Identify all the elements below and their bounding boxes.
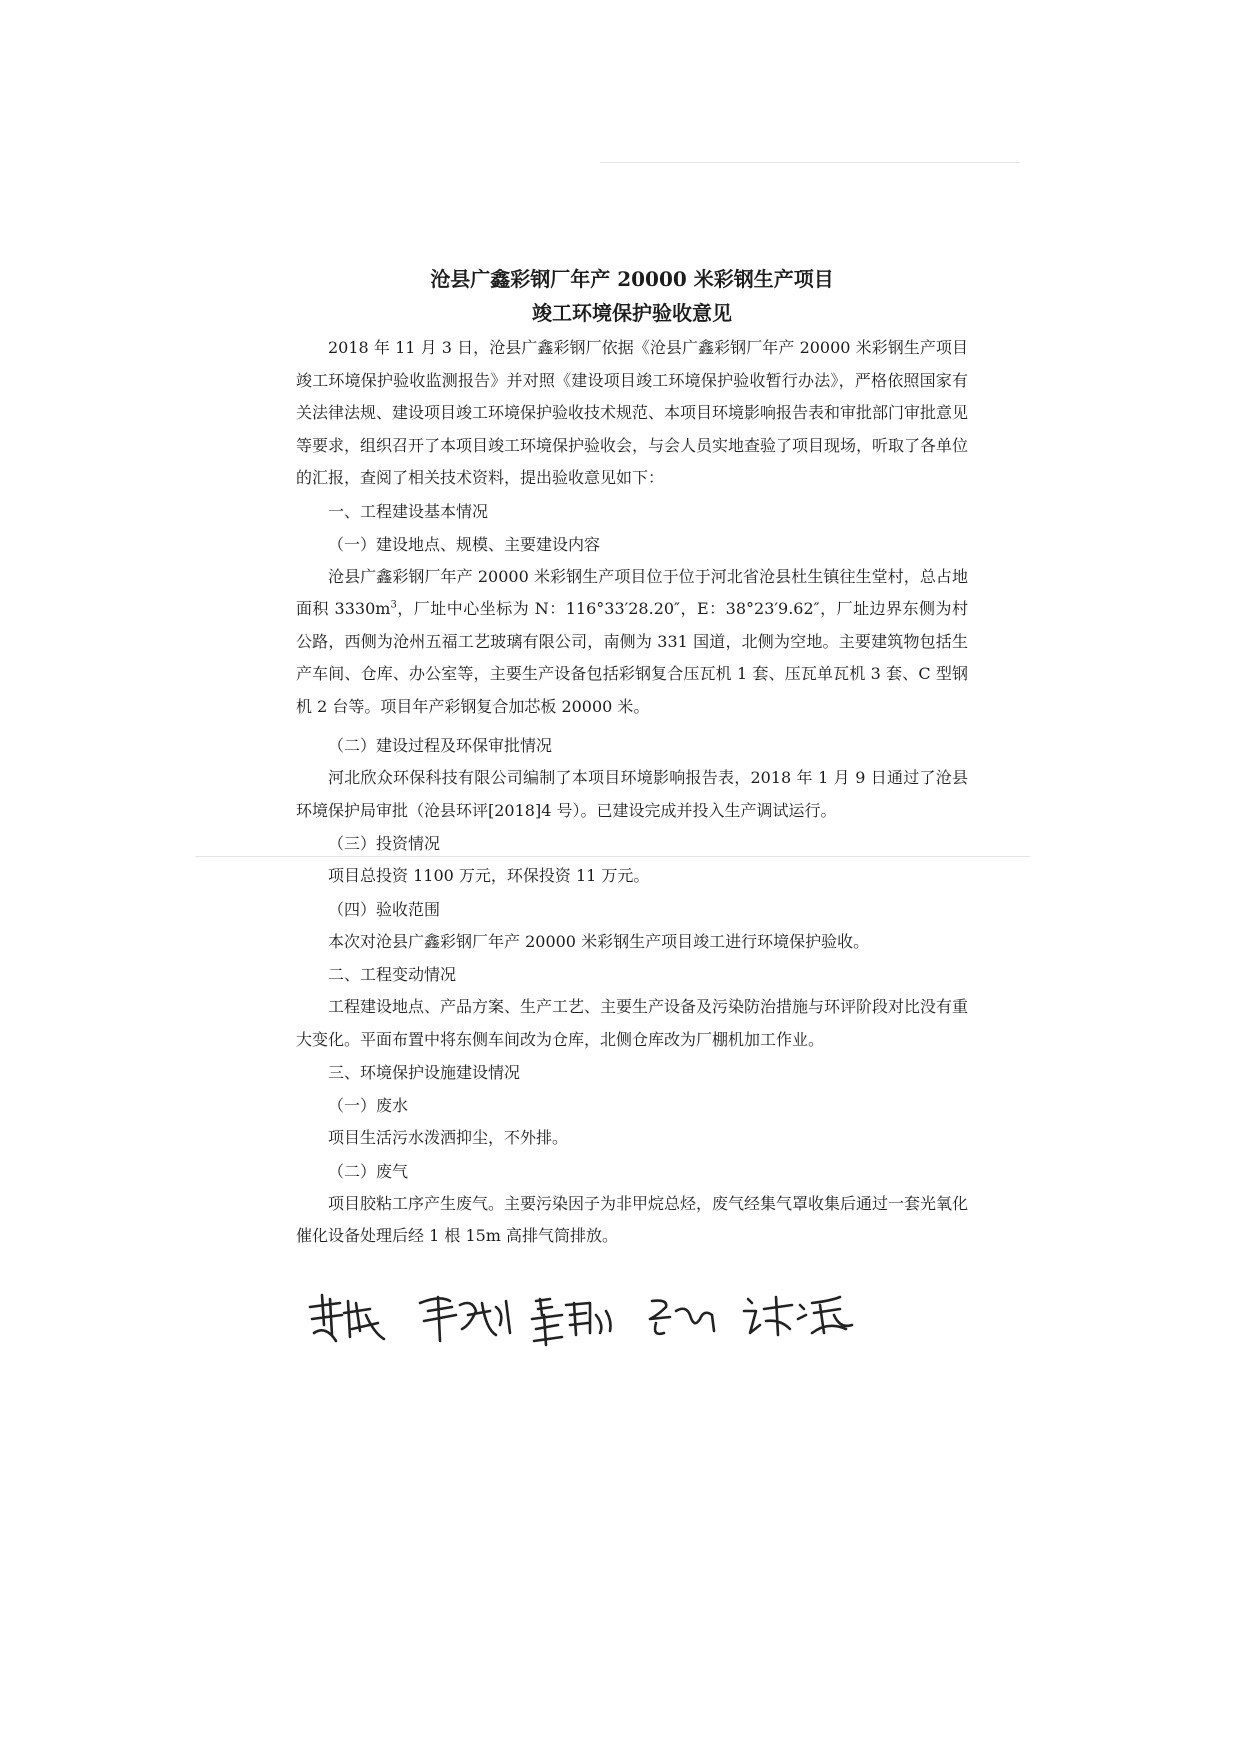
document-title-line1: 沧县广鑫彩钢厂年产 20000 米彩钢生产项目	[430, 267, 834, 291]
section3-sub1-heading: （一）废水	[328, 1096, 409, 1115]
scan-artifact-top-line	[600, 162, 1020, 163]
section1-sub3-text: 项目总投资 1100 万元，环保投资 11 万元。	[328, 866, 650, 885]
signature-row	[300, 1285, 920, 1355]
intro-paragraph: 2018 年 11 月 3 日，沧县广鑫彩钢厂依据《沧县广鑫彩钢厂年产 20000 米彩钢生产项目竣工环境保护验收监测报告》并对照《建设项目竣工环境保护验收暂行办法》，严格依照国家有关法律法规、建设项目竣工环境保护验收技术规范、本项目环境影响报告表和审批部门审批意见等要求，组织召开了本项目竣工环境保护验收会，与会人员实地查验了项目现场，听取了各单位的汇报，查阅了相关技术资料，提出验收意见如下：	[296, 338, 969, 487]
section1-sub1-text-b: ，厂址中心坐标为 N：116°33′28.20″，E：38°23′9.62″，厂址边界东侧为村公路，西侧为沧州五福工艺玻璃有限公司，南侧为 331 国道，北侧为空地。主要建筑物包括生产车间、仓库、办公室等，主要生产设备包括彩钢复合压瓦机 1 套、压瓦单瓦机 3 套、C 型钢机 2 台等。项目年产彩钢复合加芯板 20000 米。	[296, 599, 968, 716]
handwritten-signatures	[300, 1285, 920, 1355]
section1-sub2-text: 河北欣众环保科技有限公司编制了本项目环境影响报告表，2018 年 1 月 9 日通过了沧县环境保护局审批（沧县环评[2018]4 号）。已建设完成并投入生产调试运行。	[296, 768, 968, 820]
section1-sub2-heading: （二）建设过程及环保审批情况	[328, 736, 553, 755]
section1-heading: 一、工程建设基本情况	[328, 501, 489, 521]
document-title-line2: 竣工环境保护验收意见	[532, 301, 732, 325]
document-body	[296, 262, 968, 1253]
section1-sub4-heading: （四）验收范围	[328, 899, 441, 919]
section2-heading: 二、工程变动情况	[328, 965, 457, 984]
section1-sub1-text-a: 沧县广鑫彩钢厂年产 20000 米彩钢生产项目位于位于河北省沧县杜生镇往生堂村，总占地面积 3330m	[296, 566, 968, 618]
signature-4	[650, 1301, 714, 1334]
section1-sub1-text	[296, 561, 968, 724]
section1-sub3-heading: （三）投资情况	[328, 834, 441, 853]
section3-sub1-text: 项目生活污水泼洒抑尘，不外排。	[328, 1128, 569, 1147]
section3-heading: 三、环境保护设施建设情况	[328, 1063, 521, 1082]
signature-3	[532, 1299, 611, 1345]
signature-2	[420, 1297, 510, 1341]
signature-5	[744, 1297, 852, 1335]
section1-sub1-heading: （一）建设地点、规模、主要建设内容	[328, 534, 601, 554]
section1-sub4-text: 本次对沧县广鑫彩钢厂年产 20000 米彩钢生产项目竣工进行环境保护验收。	[328, 931, 870, 951]
section3-sub2-text: 项目胶粘工序产生废气。主要污染因子为非甲烷总烃，废气经集气罩收集后通过一套光氧化催化设备处理后经 1 根 15m 高排气筒排放。	[296, 1193, 969, 1245]
area-unit-superscript: 3	[390, 599, 397, 611]
section3-sub2-heading: （二）废气	[328, 1161, 409, 1181]
section2-text: 工程建设地点、产品方案、生产工艺、主要生产设备及污染防治措施与环评阶段对比没有重大变化。平面布置中将东侧车间改为仓库，北侧仓库改为厂棚机加工作业。	[296, 997, 969, 1049]
signature-1	[310, 1295, 384, 1341]
